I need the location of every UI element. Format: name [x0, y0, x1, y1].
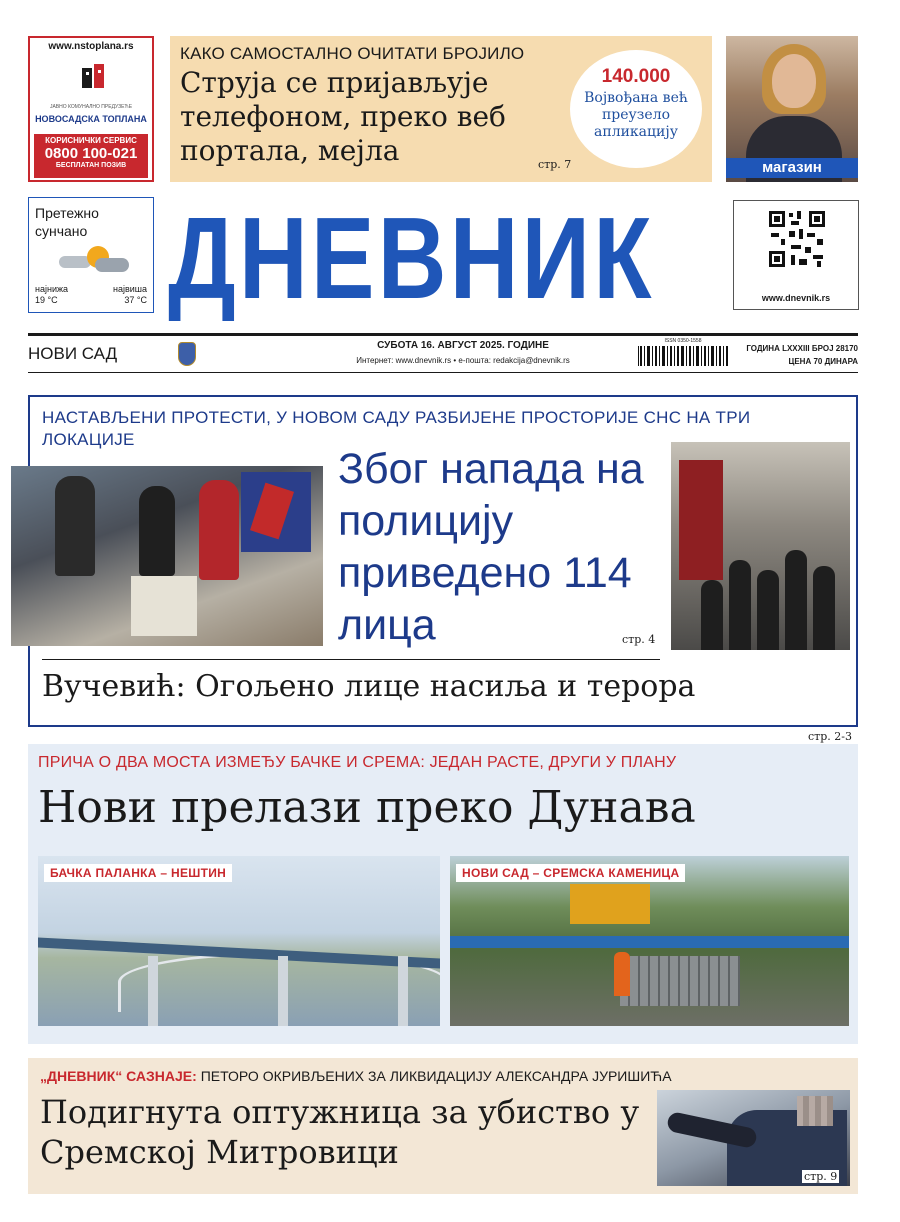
person-figure: [199, 480, 239, 580]
protests-subhead-page-ref: стр. 2-3: [808, 730, 852, 743]
bridge-pier: [278, 956, 288, 1026]
portrait-face: [772, 54, 816, 108]
weather-widget: [28, 197, 154, 313]
heating-logo-icon: [76, 60, 110, 94]
weather-condition: Претежно сунчано: [35, 205, 99, 239]
box-object: [131, 576, 197, 636]
ad-url: www.nstoplana.rs: [48, 41, 134, 52]
person-figure: [701, 580, 723, 650]
issn-label: ISSN 0350-1558: [664, 338, 702, 344]
qr-code-icon: [767, 209, 827, 269]
person-figure: [55, 476, 95, 576]
issue-date: СУБОТА 16. АВГУСТ 2025. ГОДИНЕ: [377, 340, 549, 351]
stat-circle: [570, 50, 702, 168]
city-crest-icon: [178, 342, 196, 366]
site-photo-label: НОВИ САД – СРЕМСКА КАМЕНИЦА: [456, 864, 685, 882]
barcode-icon: [636, 340, 730, 370]
worker-figure: [614, 952, 630, 996]
indictment-kicker-brand: „ДНЕВНИК“ САЗНАЈЕ:: [40, 1068, 197, 1084]
blurred-face: [797, 1096, 833, 1126]
bridge-pier: [398, 956, 408, 1026]
ad-service-label: КОРИСНИЧКИ СЕРВИС: [45, 136, 137, 145]
protests-kicker: НАСТАВЉЕНИ ПРОТЕСТИ, У НОВОМ САДУ РАЗБИЈЕНЕ ПРОСТОРИЈЕ СНС НА ТРИ ЛОКАЦИЈЕ: [42, 408, 751, 449]
person-figure: [139, 486, 175, 576]
cloud-icon: [95, 258, 129, 272]
heating-company-ad[interactable]: [28, 36, 154, 182]
stat-number: 140.000: [601, 66, 671, 87]
weather-min-label: најнижа: [35, 284, 68, 294]
stat-text: Војвођана већ преузело апликацију: [584, 90, 688, 140]
machinery: [570, 884, 650, 924]
qr-code-box[interactable]: [733, 200, 859, 310]
newspaper-masthead[interactable]: ДНЕВНИК: [168, 193, 655, 323]
vandalized-office-photo[interactable]: [11, 466, 323, 646]
ad-contact-block: [34, 134, 148, 178]
weather-max: [113, 284, 147, 306]
electricity-teaser[interactable]: [170, 36, 712, 182]
person-figure: [757, 570, 779, 650]
weather-max-label: највиша: [112, 284, 147, 294]
person-figure: [813, 566, 835, 650]
ad-company: НОВОСАДСКА ТОПЛАНА: [35, 114, 147, 124]
bridge-rendering-photo[interactable]: [38, 856, 440, 1026]
protests-page-ref: стр. 4: [622, 633, 656, 646]
divider: [42, 659, 660, 660]
bridge-pier: [148, 956, 158, 1026]
indictment-headline[interactable]: Подигнута оптужница за убиство у Сремској Митровици: [40, 1093, 640, 1171]
indictment-kicker: [40, 1068, 840, 1084]
blue-barrier: [450, 936, 849, 948]
bridges-kicker: ПРИЧА О ДВА МОСТА ИЗМЕЂУ БАЧКЕ И СРЕМА: ЈЕДАН РАСТЕ, ДРУГИ У ПЛАНУ: [38, 754, 677, 771]
issue-price: ЦЕНА 70 ДИНАРА: [788, 357, 858, 366]
ad-free-call: БЕСПЛАТАН ПОЗИВ: [55, 162, 127, 169]
issue-info-bar: [28, 333, 858, 373]
ad-tagline: ЈАВНО КОМУНАЛНО ПРЕДУЗЕЋЕ: [49, 104, 133, 110]
protests-headline[interactable]: Због напада на полицију приведено 114 лица: [338, 445, 644, 649]
indictment-kicker-text: ПЕТОРО ОКРИВЉЕНИХ ЗА ЛИКВИДАЦИЈУ АЛЕКСАНДРА ЈУРИШИЋА: [200, 1068, 672, 1084]
teaser-page-ref: стр. 7: [538, 158, 572, 171]
teaser-kicker: КАКО САМОСТАЛНО ОЧИТАТИ БРОЈИЛО: [180, 44, 525, 63]
protests-subhead[interactable]: Вучевић: Огољено лице насиља и терора: [42, 669, 696, 704]
issue-number: [746, 342, 858, 368]
magazine-cover-thumbnail[interactable]: [726, 36, 858, 182]
ad-phone: 0800 100-021: [44, 145, 138, 162]
city-label: НОВИ САД: [28, 344, 118, 363]
person-figure: [785, 550, 807, 650]
magazine-brand: магазин: [726, 158, 858, 178]
qr-site: www.dnevnik.rs: [761, 293, 831, 303]
protest-crowd-photo[interactable]: [671, 442, 850, 650]
teaser-headline[interactable]: Струја се пријављује телефоном, преко веб портала, мејла: [180, 66, 506, 167]
weather-min: [35, 284, 68, 306]
contact-line: Интернет: www.dnevnik.rs • е-пошта: redakcija@dnevnik.rs: [356, 356, 570, 365]
issue-year-number: ГОДИНА LXXXIII БРОЈ 28170: [746, 344, 858, 353]
weather-min-value: 19 °C: [35, 295, 58, 305]
weather-max-value: 37 °C: [124, 295, 147, 305]
bridge-photo-label: БАЧКА ПАЛАНКА – НЕШТИН: [44, 864, 232, 882]
indictment-page-ref: стр. 9: [804, 1170, 838, 1183]
person-figure: [729, 560, 751, 650]
bridges-headline[interactable]: Нови прелази преко Дунава: [38, 782, 696, 833]
steel-pipes: [620, 956, 740, 1006]
construction-site-photo[interactable]: [450, 856, 849, 1026]
door-frame: [679, 460, 723, 580]
